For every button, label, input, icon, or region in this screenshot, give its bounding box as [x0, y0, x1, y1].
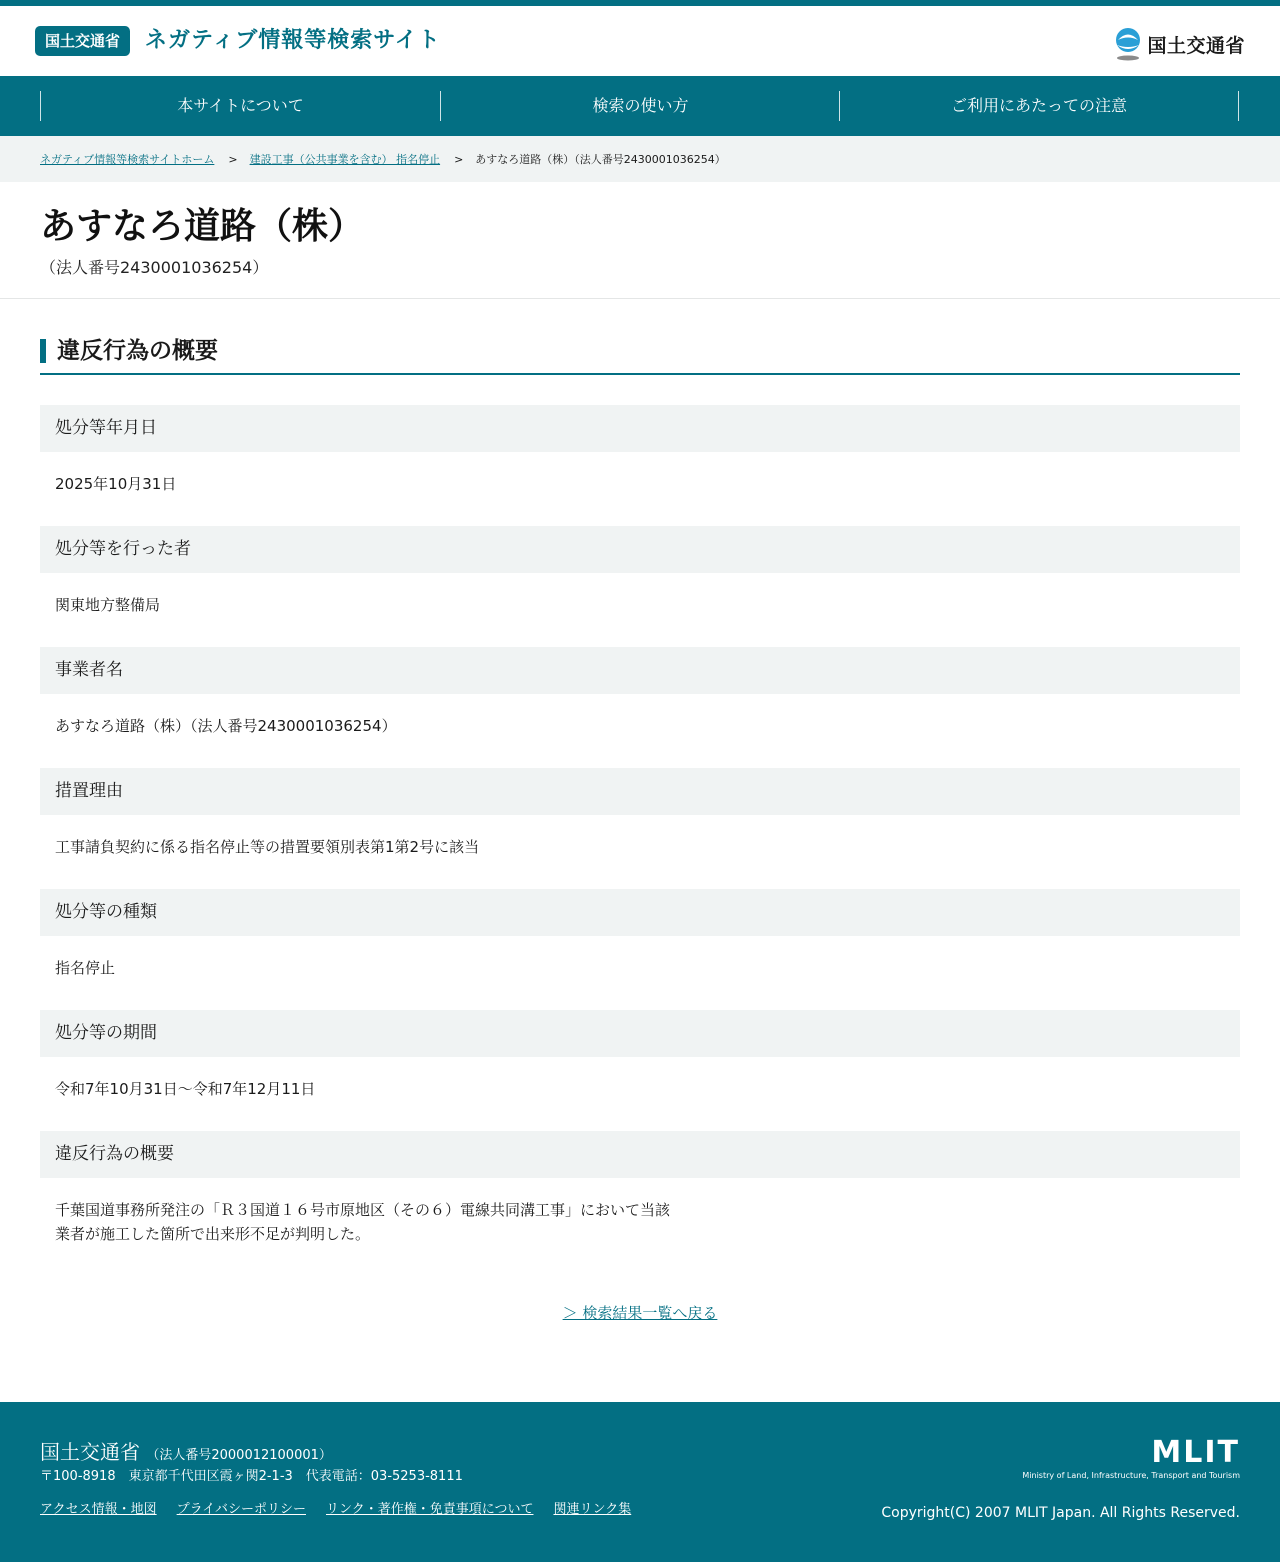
- breadcrumb-separator: >: [228, 152, 238, 166]
- section-accent-bar: [40, 339, 46, 363]
- field-label: 処分等の種類: [40, 889, 1240, 936]
- field-authority: [40, 526, 1240, 617]
- site-header: [0, 6, 1280, 76]
- footer-copyright: Copyright(C) 2007 MLIT Japan. All Rights Reserved.: [881, 1505, 1240, 1521]
- mlit-emblem-icon: [1113, 27, 1143, 61]
- nav-item-about[interactable]: 本サイトについて: [40, 91, 440, 121]
- page-title: あすなろ道路（株）: [40, 206, 365, 247]
- footer-link-related[interactable]: 関連リンク集: [553, 1502, 632, 1517]
- field-value: 2025年10月31日: [55, 475, 177, 493]
- breadcrumb-separator: >: [454, 152, 464, 166]
- logo-text: 国土交通省: [1147, 34, 1245, 57]
- field-label: 処分等年月日: [40, 405, 1240, 452]
- back-to-results-link[interactable]: ＞ 検索結果一覧へ戻る: [562, 1304, 718, 1322]
- footer-link-privacy[interactable]: プライバシーポリシー: [176, 1502, 306, 1517]
- field-label: 処分等の期間: [40, 1010, 1240, 1057]
- breadcrumb: [0, 136, 1280, 182]
- mlit-logo-subtitle: Ministry of Land, Infrastructure, Transport and Tourism: [1022, 1471, 1240, 1480]
- back-link-container: [0, 1302, 1280, 1324]
- site-footer: [0, 1402, 1280, 1562]
- corp-number: （法人番号2430001036254）: [40, 258, 269, 277]
- global-nav: [0, 76, 1280, 136]
- field-value: 関東地方整備局: [55, 596, 161, 614]
- footer-link-access[interactable]: アクセス情報・地図: [40, 1502, 157, 1517]
- field-value: 工事請負契約に係る指名停止等の措置要領別表第1第2号に該当: [55, 838, 480, 856]
- section-title: 違反行為の概要: [57, 338, 218, 364]
- ministry-logo[interactable]: [1113, 24, 1245, 64]
- section-heading: [40, 335, 1240, 375]
- footer-link-copyright[interactable]: リンク・著作権・免責事項について: [325, 1502, 534, 1517]
- mlit-logo-mark: MLIT: [1151, 1435, 1240, 1470]
- field-reason: [40, 768, 1240, 859]
- field-business-name: [40, 647, 1240, 738]
- breadcrumb-current: あすなろ道路（株）（法人番号2430001036254）: [475, 153, 726, 166]
- nav-item-notes[interactable]: ご利用にあたっての注意: [839, 91, 1239, 121]
- breadcrumb-category-link[interactable]: 建設工事（公共事業を含む） 指名停止: [249, 153, 441, 166]
- footer-links: [40, 1500, 631, 1520]
- field-period: [40, 1010, 1240, 1101]
- field-value: 指名停止: [55, 959, 116, 977]
- summary-line: 業者が施工した箇所で出来形不足が判明した。: [55, 1225, 371, 1243]
- footer-org-name: 国土交通省: [40, 1440, 140, 1464]
- summary-line: 千葉国道事務所発注の「Ｒ３国道１６号市原地区（その６）電線共同溝工事」において当該: [55, 1201, 671, 1219]
- company-title-block: [0, 182, 1280, 299]
- field-value: [40, 1178, 1240, 1246]
- field-label: 事業者名: [40, 647, 1240, 694]
- ministry-badge[interactable]: 国土交通省: [35, 26, 130, 56]
- field-disposition-date: [40, 405, 1240, 496]
- field-disposition-type: [40, 889, 1240, 980]
- site-title[interactable]: ネガティブ情報等検索サイト: [145, 28, 441, 53]
- field-label: 処分等を行った者: [40, 526, 1240, 573]
- field-label: 違反行為の概要: [40, 1131, 1240, 1178]
- field-violation-summary: [40, 1131, 1240, 1246]
- breadcrumb-home-link[interactable]: ネガティブ情報等検索サイトホーム: [40, 153, 215, 166]
- footer-org: [40, 1438, 332, 1470]
- footer-org-number: （法人番号2000012100001）: [146, 1448, 332, 1463]
- field-value: あすなろ道路（株）（法人番号2430001036254）: [55, 717, 397, 735]
- footer-address: 〒100-8918 東京都千代田区霞ヶ関2-1-3 代表電話：03-5253-8111: [40, 1469, 463, 1484]
- nav-item-how-to-search[interactable]: 検索の使い方: [440, 91, 840, 121]
- field-label: 措置理由: [40, 768, 1240, 815]
- footer-mlit-logo[interactable]: [1022, 1435, 1240, 1482]
- field-value: 令和7年10月31日～令和7年12月11日: [55, 1080, 316, 1098]
